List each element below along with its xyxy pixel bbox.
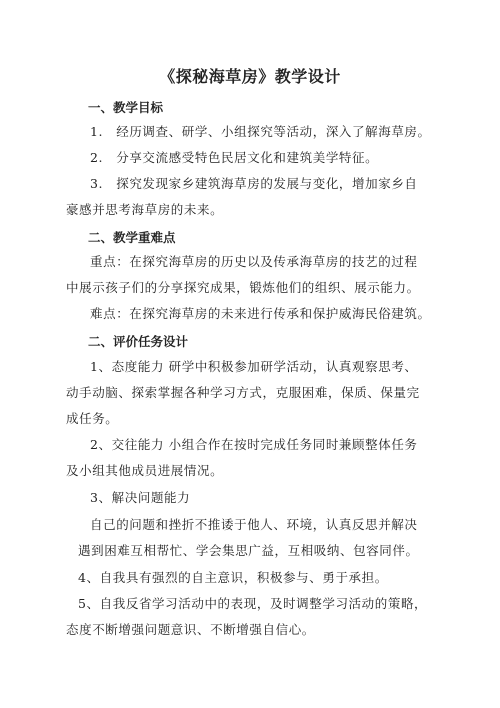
document-title: 《探秘海草房》教学设计 (159, 67, 341, 86)
evaluation-item-3-line1: 自己的问题和挫折不推诿于他人、环境，认真反思并解决 (90, 517, 418, 532)
evaluation-item-4: 4、自我具有强烈的自主意识，积极参与、勇于承担。 (78, 570, 388, 585)
section-heading-evaluation: 二、评价任务设计 (88, 334, 189, 349)
objective-item-3-line1: 3. 探究发现家乡建筑海草房的发展与变化，增加家乡自 (90, 176, 418, 191)
key-point-line1: 重点：在探究海草房的历史以及传承海草房的技艺的过程 (90, 254, 418, 269)
evaluation-item-5-line1: 5、自我反省学习活动中的表现，及时调整学习活动的策略， (78, 596, 428, 611)
objective-item-2: 2. 分享交流感受特色民居文化和建筑美学特征。 (90, 150, 379, 165)
objective-item-1: 1. 经历调查、研学、小组探究等活动，深入了解海草房。 (90, 124, 431, 139)
objective-item-3-line2: 豪感并思考海草房的未来。 (66, 202, 224, 217)
evaluation-item-2-line1: 2、交往能力 小组合作在按时完成任务同时兼顾整体任务 (90, 437, 418, 452)
difficulty-point: 难点：在探究海草房的未来进行传承和保护威海民俗建筑。 (90, 306, 431, 321)
evaluation-item-3-heading: 3、解决问题能力 (90, 490, 191, 505)
section-heading-key-points: 二、教学重难点 (88, 230, 176, 245)
evaluation-item-2-line2: 及小组其他成员进展情况。 (66, 463, 224, 478)
evaluation-item-1-line3: 成任务。 (66, 411, 119, 426)
evaluation-item-5-line2: 态度不断增强问题意识、不断增强自信心。 (66, 622, 315, 637)
evaluation-item-1-line2: 动手动脑、探索掌握各种学习方式，克服困难，保质、保量完 (66, 385, 420, 400)
evaluation-item-3-line2: 遇到困难互相帮忙、学会集思广益，互相吸纳、包容同伴。 (78, 543, 419, 558)
evaluation-item-1-line1: 1、态度能力 研学中积极参加研学活动，认真观察思考、 (90, 359, 418, 374)
section-heading-objectives: 一、教学目标 (88, 100, 164, 115)
key-point-line2: 中展示孩子们的分享探究成果，锻炼他们的组织、展示能力。 (66, 280, 420, 295)
